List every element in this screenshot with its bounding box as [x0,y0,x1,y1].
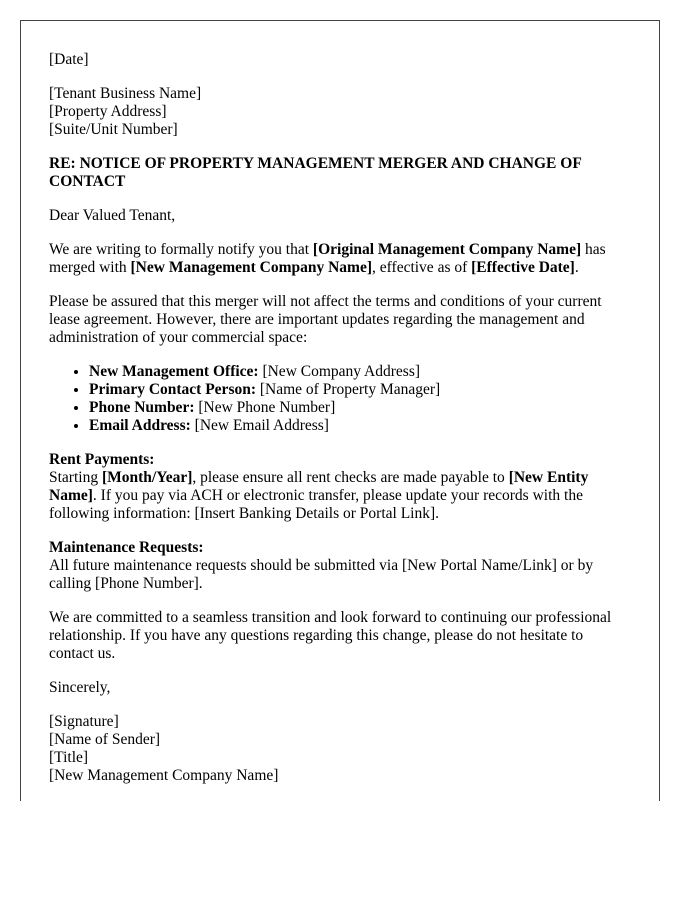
closing: Sincerely, [49,679,111,696]
sender-name: [Name of Sender] [49,731,161,748]
detail-label: New Management Office: [89,363,259,380]
intro-paragraph [49,241,631,277]
maintenance-section [49,539,631,593]
intro-text-1: We are writing to formally notify you that [49,241,313,258]
list-item [89,381,631,399]
subject-line: RE: NOTICE OF PROPERTY MANAGEMENT MERGER AND CHANGE OF CONTACT [49,155,582,190]
maintenance-text: All future maintenance requests should be submitted via [New Portal Name/Link] or by calling [Phone Number]. [49,557,594,592]
month-year: [Month/Year] [101,469,193,486]
letter-page [20,20,660,801]
list-item [89,417,631,435]
signature-block [49,713,631,785]
property-address: [Property Address] [49,103,167,120]
intro-text-2: has merged with [49,241,606,276]
suite-unit-number: [Suite/Unit Number] [49,121,178,138]
sender-company: [New Management Company Name] [49,767,279,784]
salutation: Dear Valued Tenant, [49,207,176,224]
maintenance-heading: Maintenance Requests: [49,539,204,556]
effective-date: [Effective Date] [471,259,575,276]
recipient-address [49,85,631,139]
rent-text-2: , please ensure all rent checks are made payable to [192,469,509,486]
date-block [49,51,631,69]
intro-text-3: , effective as of [372,259,472,276]
detail-value: [New Email Address] [190,417,329,434]
intro-text-4: . [574,259,579,276]
contact-details-list [49,363,631,435]
detail-label: Email Address: [89,417,191,434]
detail-label: Phone Number: [89,399,195,416]
tenant-business-name: [Tenant Business Name] [49,85,202,102]
detail-label: Primary Contact Person: [89,381,257,398]
sender-title: [Title] [49,749,89,766]
assurance-paragraph: Please be assured that this merger will not affect the terms and conditions of your current lease agreement. However, there are important updates regarding the management and administration of your commercial space: [49,293,602,346]
rent-payments-section [49,451,631,523]
new-company-name: [New Management Company Name] [130,259,373,276]
new-entity-name: [New Entity Name] [49,469,589,504]
letter-date: [Date] [49,51,89,68]
original-company-name: [Original Management Company Name] [312,241,582,258]
signature: [Signature] [49,713,119,730]
rent-payments-heading: Rent Payments: [49,451,155,468]
rent-text-3: . If you pay via ACH or electronic transfer, please update your records with the following information: [Insert Banking Details or Portal Link]. [49,487,583,522]
detail-value: [New Company Address] [258,363,421,380]
list-item [89,399,631,417]
list-item [89,363,631,381]
closing-paragraph: We are committed to a seamless transition and look forward to continuing our professional relationship. If you have any questions regarding this change, please do not hesitate to contact us. [49,609,612,662]
detail-value: [New Phone Number] [194,399,336,416]
rent-text-1: Starting [49,469,102,486]
detail-value: [Name of Property Manager] [256,381,441,398]
